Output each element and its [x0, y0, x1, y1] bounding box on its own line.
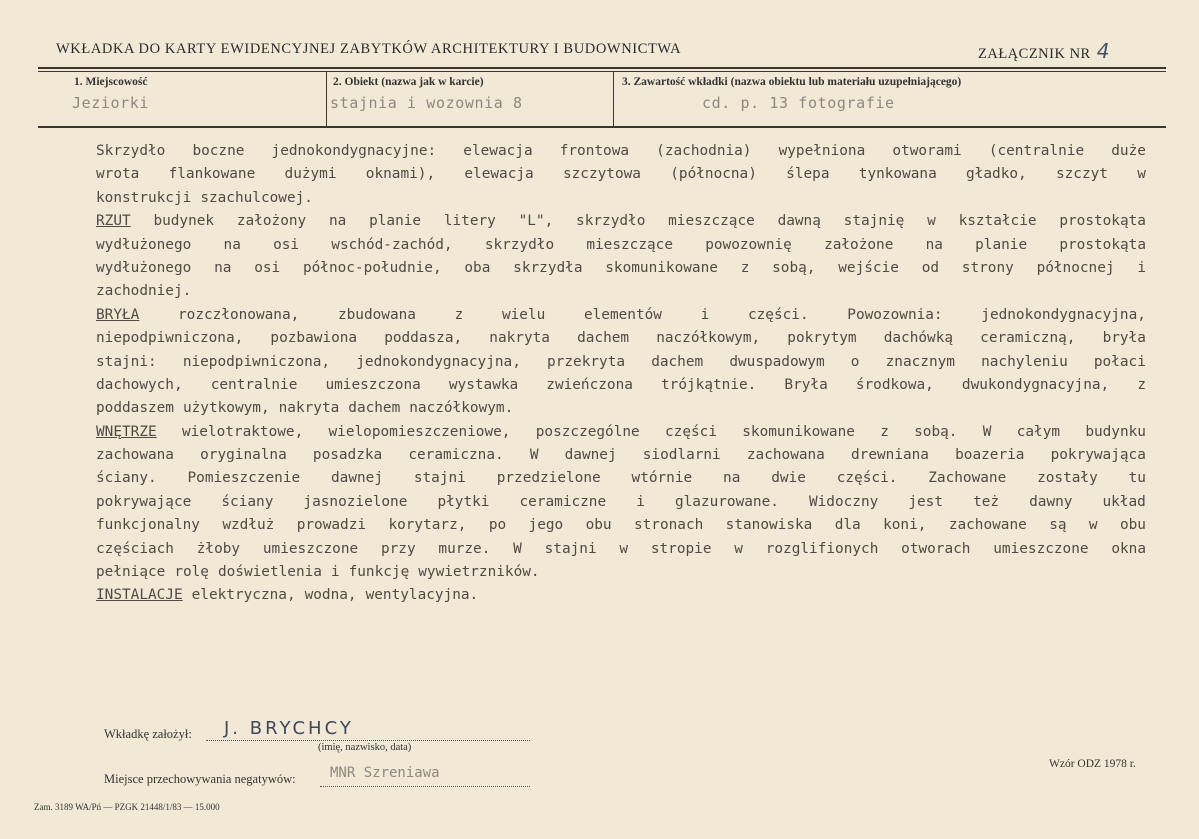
body-word: całym — [1016, 423, 1061, 440]
body-word: na — [214, 259, 232, 276]
body-word: przedzielone — [496, 470, 601, 487]
body-word: części — [665, 423, 717, 440]
body-word: szczyt — [1055, 166, 1108, 183]
body-word: części. — [836, 470, 898, 487]
body-word: oba — [464, 259, 491, 276]
body-word: połaci — [1093, 353, 1146, 370]
body-word: pokrytym — [787, 330, 857, 347]
body-word: na — [328, 213, 347, 230]
body-word: wielu — [501, 306, 546, 323]
body-word: tu — [1128, 470, 1146, 487]
body-word: zostały — [1037, 470, 1098, 487]
body-word: o — [850, 353, 860, 370]
body-line-1 — [96, 140, 1146, 163]
body-word: murze. — [438, 540, 491, 557]
body-word: doświetlenia — [217, 564, 322, 581]
body-word: wschód-zachód, — [331, 236, 453, 253]
body-word: dawną — [777, 213, 821, 230]
body-word: centralnie — [210, 376, 298, 393]
author-label: Wkładkę założył: — [104, 727, 192, 741]
body-word: wydłużonego — [96, 259, 192, 276]
body-line-15 — [96, 467, 1146, 490]
body-word: sobą, — [772, 259, 816, 276]
body-line-18 — [96, 538, 1146, 561]
body-word: dwukondygnacyjna, — [961, 376, 1110, 393]
body-word: ściany. — [96, 470, 157, 487]
author-dotted-line — [206, 740, 530, 741]
body-word: zwieńczona — [546, 376, 633, 393]
body-line-6 — [96, 257, 1146, 280]
body-line-11 — [96, 374, 1146, 397]
body-word: litery — [443, 213, 496, 230]
body-word: ślepa — [786, 166, 830, 183]
body-word: elewacja — [464, 166, 534, 183]
section-heading: INSTALACJE — [96, 587, 183, 604]
body-word: strony — [961, 259, 1014, 276]
body-line-20 — [96, 584, 1146, 607]
body-line-19 — [96, 561, 1146, 584]
body-word: skrzydła — [513, 259, 583, 276]
body-word: budynku — [1085, 423, 1146, 440]
body-word: dachem — [577, 330, 630, 347]
author-hint: (imię, nazwisko, data) — [318, 742, 412, 753]
body-word: wodna, — [304, 587, 357, 604]
body-word: dwie — [771, 470, 806, 487]
body-word: sobą. — [914, 423, 958, 440]
body-line-16 — [96, 491, 1146, 514]
body-word: stajni — [544, 540, 597, 557]
body-word: kształcie — [958, 213, 1037, 230]
annex-label: ZAŁĄCZNIK NR — [978, 46, 1091, 62]
body-word: rozczłonowana, — [178, 306, 300, 323]
body-word: niepodpiwniczona, — [182, 353, 331, 370]
body-word: wentylacyjna. — [365, 587, 479, 604]
body-word: pełniące — [96, 564, 166, 581]
body-word: wielotraktowe, — [181, 423, 304, 440]
body-word: (północna) — [670, 166, 757, 183]
body-word: pokrywająca — [1050, 447, 1146, 464]
body-word: osi — [254, 259, 281, 276]
body-word: umieszczone — [993, 540, 1089, 557]
body-word: (zachodnia) — [656, 143, 752, 159]
body-word: jednokondygnacyjna, — [981, 306, 1146, 323]
body-word: prostokąta — [1059, 236, 1146, 253]
body-line-8 — [96, 304, 1146, 327]
body-word: posadzka — [312, 447, 383, 464]
content-label: 3. Zawartość wkładki (nazwa obiektu lub materiału uzupełniającego) — [622, 76, 962, 88]
body-word: rozglifionych — [765, 540, 879, 557]
body-word: przy — [380, 540, 416, 557]
description-body — [96, 140, 1146, 608]
body-word: zachowane — [948, 517, 1027, 534]
body-line-3 — [96, 187, 1146, 210]
body-word: od — [921, 259, 940, 276]
body-word: mieszczące — [586, 236, 673, 253]
body-word: naczółkowym. — [409, 400, 514, 417]
object-value: stajnia i wozownia 8 — [330, 94, 523, 112]
body-word: planie — [369, 213, 422, 230]
body-word: na — [723, 470, 741, 487]
body-word: okna — [1111, 540, 1146, 557]
body-word: dachem — [348, 400, 401, 417]
body-word: boazeria — [955, 447, 1025, 464]
section-heading: RZUT — [96, 213, 131, 230]
body-word: skomunikowane — [605, 259, 718, 276]
body-word: skrzydło — [484, 236, 555, 253]
body-word: po — [488, 517, 507, 534]
body-word: boczne — [192, 143, 245, 159]
body-word: powozownię — [705, 236, 792, 253]
body-word: częściach — [96, 540, 174, 557]
body-word: na — [925, 236, 943, 253]
body-word: umieszczona — [325, 376, 421, 393]
body-word: użytkowym, — [182, 400, 270, 417]
body-word: na — [223, 236, 241, 253]
body-word: i — [1137, 259, 1146, 276]
section-heading: BRYŁA — [96, 306, 140, 323]
body-word: oryginalna — [200, 447, 287, 464]
body-word: skomunikowane — [742, 423, 855, 440]
body-word: nakryta — [489, 330, 550, 347]
body-word: duże — [1111, 143, 1146, 159]
body-word: koni, — [883, 517, 927, 534]
author-signature: J. BRYCHCY — [224, 718, 354, 739]
body-word: północ-południe, — [302, 259, 442, 276]
field-divider-1 — [326, 71, 327, 127]
body-word: planie — [975, 236, 1028, 253]
body-word: jest — [908, 493, 943, 510]
body-word: umieszczone — [262, 540, 359, 557]
body-word: "L", — [518, 213, 554, 230]
body-word: jednokondygnacyjna, — [356, 353, 521, 370]
body-word: ceramiczne — [519, 493, 607, 510]
body-word: drewniana — [851, 447, 929, 464]
body-word: wejście — [838, 259, 899, 276]
negatives-dotted-line — [320, 786, 530, 787]
body-word: obu — [585, 517, 612, 534]
body-word: Bryła — [784, 376, 828, 393]
body-word: niepodpiwniczona, — [96, 330, 244, 347]
body-word: z — [454, 306, 464, 323]
body-word: funkcjonalny — [96, 517, 200, 534]
body-word: jego — [528, 517, 564, 534]
body-word: wielopomieszczeniowe, — [328, 423, 511, 440]
body-word: z — [880, 423, 889, 440]
body-word: wrota — [96, 166, 140, 183]
body-word: dwuspadowym — [729, 353, 825, 370]
body-word: pozbawiona — [270, 330, 358, 347]
body-word: z — [1137, 376, 1146, 393]
body-line-7 — [96, 280, 1146, 303]
body-word: prostokąta — [1059, 213, 1146, 230]
body-word: dachem — [651, 353, 704, 370]
body-word: Widoczny — [808, 493, 879, 510]
header-rule-top — [38, 67, 1166, 69]
body-word: Powozownia: — [847, 306, 943, 323]
body-line-2 — [96, 163, 1146, 186]
body-word: części. — [747, 306, 809, 323]
body-word: prowadzi — [296, 517, 367, 534]
body-line-17 — [96, 514, 1146, 537]
body-word: wystawka — [448, 376, 519, 393]
body-word: stajni — [413, 470, 466, 487]
body-word: i — [636, 493, 645, 510]
body-word: w — [734, 540, 743, 557]
body-word: skrzydło — [576, 213, 646, 230]
body-word: siodlarni — [642, 447, 721, 464]
body-word: i — [330, 564, 340, 581]
body-word: znacznym — [885, 353, 955, 370]
body-word: ceramiczna. — [408, 447, 504, 464]
body-word: wzdłuż — [222, 517, 275, 534]
body-word: wydłużonego — [96, 236, 192, 253]
body-word: W — [529, 447, 539, 464]
body-word: stropie — [650, 540, 712, 557]
annex-handwritten-number: 4 — [1096, 39, 1110, 63]
body-word: flankowane — [168, 166, 256, 183]
body-word: zachowana — [746, 447, 825, 464]
body-word: wtórnie — [631, 470, 693, 487]
body-word: bryła — [1102, 330, 1146, 347]
body-word: wypełniona — [778, 143, 866, 159]
body-word: nakryta — [278, 400, 340, 417]
body-word: dawnej — [564, 447, 617, 464]
body-word: z — [740, 259, 750, 276]
body-word: jasnozielone — [303, 493, 408, 510]
body-word: układ — [1102, 493, 1146, 510]
body-word: założone — [824, 236, 894, 253]
body-word: budynek — [153, 213, 215, 230]
body-word: naczółkowym, — [656, 330, 761, 347]
negatives-label: Miejsce przechowywania negatywów: — [104, 772, 296, 786]
body-word: w — [619, 540, 629, 557]
body-word: poszczególne — [535, 423, 640, 440]
body-word: W — [513, 540, 522, 557]
body-word: ściany — [221, 493, 274, 510]
body-line-14 — [96, 444, 1146, 467]
body-word: żłoby — [196, 540, 241, 557]
print-info: Zam. 3189 WA/Pń — PZGK 21448/1/83 — 15.000 — [34, 802, 220, 812]
body-word: w — [927, 213, 936, 230]
body-word: w — [1088, 517, 1098, 534]
body-word: dachówką — [883, 330, 954, 347]
body-word: Pomieszczenie — [187, 470, 301, 487]
body-line-9 — [96, 327, 1146, 350]
body-line-13 — [96, 421, 1146, 444]
body-word: otworami — [892, 143, 962, 159]
body-word: stronach — [633, 517, 704, 534]
body-line-4 — [96, 210, 1146, 233]
body-word: wywietrzników. — [418, 564, 540, 581]
header-rule-top-thin — [38, 71, 1166, 72]
body-word: poddasza, — [384, 330, 463, 347]
body-word: (centralnie — [988, 143, 1085, 159]
body-word: W — [982, 423, 992, 440]
object-label: 2. Obiekt (nazwa jak w karcie) — [333, 76, 484, 88]
body-word: płytki — [437, 493, 490, 510]
body-word: przekryta — [547, 353, 626, 370]
body-word: elementów — [583, 306, 662, 323]
body-word: i — [700, 306, 710, 323]
body-word: ceramiczną, — [980, 330, 1076, 347]
body-line-10 — [96, 351, 1146, 374]
body-word: nachyleniu — [981, 353, 1068, 370]
body-word: dużymi — [284, 166, 337, 183]
body-line-5 — [96, 234, 1146, 257]
body-word: elektryczna, — [191, 587, 296, 604]
body-word: dawny — [1029, 493, 1073, 510]
body-word: dawnej — [331, 470, 383, 487]
body-word: obu — [1119, 517, 1146, 534]
body-word: jednokondygnacyjne: — [271, 143, 437, 159]
body-word: trójkątnie. — [661, 376, 757, 393]
body-word: otworach — [901, 540, 971, 557]
body-word: korytarz, — [388, 517, 467, 534]
body-word: glazurowane. — [674, 493, 779, 510]
body-word: też — [973, 493, 1000, 510]
annex-number — [978, 39, 1110, 63]
body-word: zachowana — [96, 447, 174, 464]
body-word: tynkowana — [858, 166, 937, 183]
body-word: szczytowa — [562, 166, 641, 183]
body-word: środkowa, — [855, 376, 934, 393]
body-word: dla — [834, 517, 861, 534]
form-reference: Wzór ODZ 1978 r. — [1049, 758, 1136, 770]
content-value: cd. p. 13 fotografie — [702, 94, 895, 112]
body-word: w — [1137, 166, 1146, 183]
body-word: są — [1049, 517, 1067, 534]
body-word: Skrzydło — [96, 143, 166, 159]
body-word: mieszczące — [668, 213, 755, 230]
body-line-12 — [96, 397, 1146, 420]
section-heading: WNĘTRZE — [96, 423, 157, 440]
body-word: stanowiska — [725, 517, 813, 534]
header-rule-bottom — [38, 126, 1166, 128]
body-word: założony — [236, 213, 307, 230]
body-word: Zachowane — [928, 470, 1007, 487]
field-divider-2 — [613, 71, 614, 127]
body-word: frontowa — [559, 143, 630, 159]
body-word: dachowych, — [96, 376, 183, 393]
body-word: zbudowana — [337, 306, 416, 323]
form-title: WKŁADKA DO KARTY EWIDENCYJNEJ ZABYTKÓW ARCHITEKTURY I BUDOWNICTWA — [56, 41, 682, 57]
body-word: funkcję — [348, 564, 410, 581]
body-word: elewacja — [463, 143, 533, 159]
body-word: północnej — [1036, 259, 1115, 276]
body-word: pokrywające — [96, 493, 192, 510]
body-word: zachodniej. — [96, 283, 192, 300]
body-word: stajni: — [96, 353, 157, 370]
locality-value: Jeziorki — [72, 94, 150, 112]
negatives-value: MNR Szreniawa — [330, 765, 440, 781]
body-word: konstrukcji — [96, 189, 192, 206]
locality-label: 1. Miejscowość — [74, 76, 148, 88]
body-word: gładko, — [966, 166, 1027, 183]
body-word: oknami), — [365, 166, 436, 183]
body-word: poddaszem — [96, 400, 174, 417]
body-word: szachulcowej. — [200, 189, 313, 206]
body-word: stajnię — [843, 213, 905, 230]
body-word: osi — [273, 236, 300, 253]
body-word: rolę — [174, 564, 209, 581]
